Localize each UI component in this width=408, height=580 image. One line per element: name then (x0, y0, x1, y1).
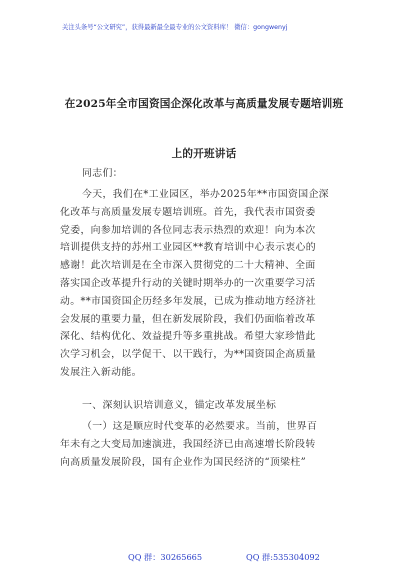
opening-paragraph (60, 186, 348, 382)
salutation-text: 同志们： (82, 168, 123, 179)
body-line: 年未有之大变局加速演进，我国经济已由高速增长阶段转 (60, 438, 316, 450)
body-line: 培训提供支持的苏州工业园区**教育培训中心表示衷心的 (60, 242, 316, 254)
body-line: 今天，我们在*工业园区，举办2025年**市国资国企深 (82, 189, 329, 200)
body-line: （一）这是顺应时代变革的必然要求。当前，世界百 (82, 421, 318, 432)
section-heading-text: 一、深刻认识培训意义，锚定改革发展坐标 (82, 400, 277, 411)
body-line: 会发展的重要力量，但在新发展阶段，我们仍面临着改革 (60, 313, 316, 325)
body-line: 党委，向参加培训的各位同志表示热烈的欢迎！向为本次 (60, 224, 316, 236)
salutation (60, 165, 348, 183)
body-line: 动。**市国资国企历经多年发展，已成为推动地方经济社 (60, 295, 316, 307)
subsection-paragraph (60, 418, 348, 471)
body-line: 感谢！此次培训是在全市深入贯彻党的二十大精神、全面 (60, 260, 316, 272)
body-line: 次学习机会，以学促干、以干践行，为**国资国企高质量 (60, 349, 316, 361)
footer-qq-group-2: QQ 群:535304092 (246, 552, 320, 562)
body-line: 向高质量发展阶段，国有企业作为国民经济的“顶梁柱” (60, 456, 306, 468)
header-banner: 关注头条号“公文研究”，获得最新最全最专业的公文资料库！ 微信：gongwenyj (62, 24, 288, 31)
section-heading (60, 397, 348, 415)
body-line: 化改革与高质量发展专题培训班。首先，我代表市国资委 (60, 206, 316, 218)
body-line: 落实国企改革提升行动的关键时期举办的一次重要学习活 (60, 277, 316, 289)
footer-qq-group-1: QQ 群：30265665 (128, 552, 203, 562)
document-title-line-1: 在2025年全市国资国企深化改革与高质量发展专题培训班 (64, 98, 344, 110)
body-line: 发展注入新动能。 (60, 366, 142, 378)
document-title-line-2: 上的开班讲话 (171, 148, 237, 160)
body-line: 深化、结构优化、效益提升等多重挑战。希望大家珍惜此 (60, 331, 316, 343)
